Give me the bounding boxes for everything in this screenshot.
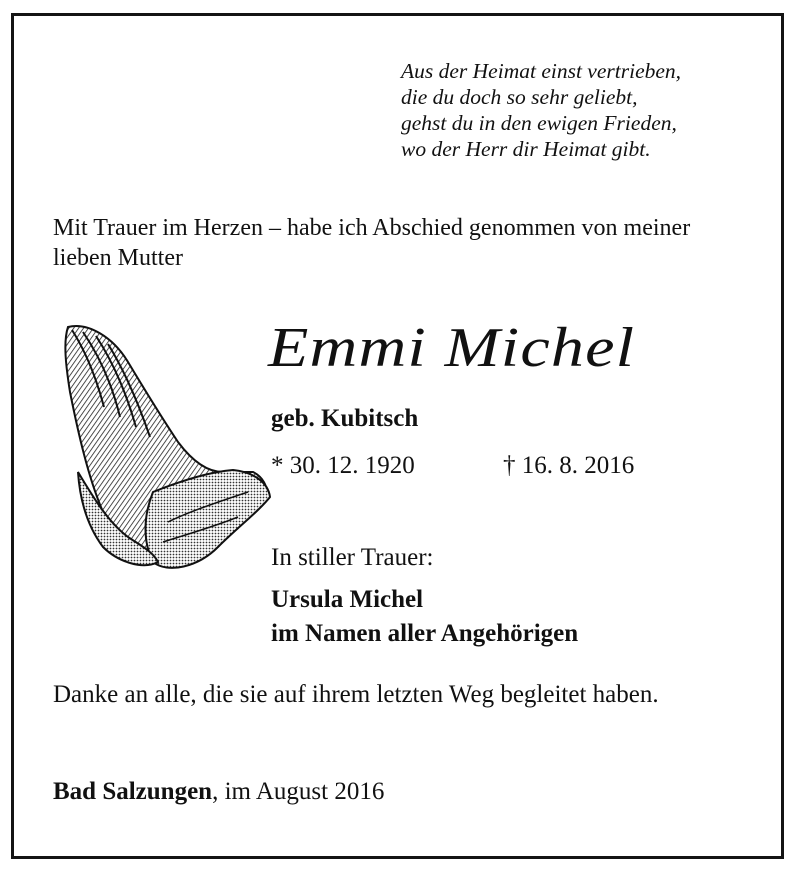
signer-line: im Namen aller Angehörigen (271, 620, 579, 647)
signer (271, 583, 578, 651)
poem (401, 58, 681, 162)
poem-line: Aus der Heimat einst vertrieben, (401, 59, 682, 83)
deceased-name (268, 316, 636, 380)
deceased-name-text: Emmi Michel (268, 317, 636, 379)
place-name: Bad Salzungen (53, 778, 213, 805)
birth-date: * 30. 12. 1920 (271, 452, 415, 479)
poem-line: gehst du in den ewigen Frieden, (401, 111, 677, 135)
thanks-text: Danke an alle, die sie auf ihrem letzten Weg begleitet haben. (53, 681, 659, 708)
poem-line: wo der Herr dir Heimat gibt. (401, 137, 651, 161)
signer-line: Ursula Michel (271, 586, 424, 613)
life-dates (271, 452, 635, 480)
praying-hands-icon (58, 322, 273, 577)
birth-name: geb. Kubitsch (271, 405, 419, 432)
death-date: † 16. 8. 2016 (503, 452, 635, 479)
intro-text: Mit Trauer im Herzen – habe ich Abschied genommen von meiner lieben Mutter (53, 215, 691, 271)
poem-line: die du doch so sehr geliebt, (401, 85, 638, 109)
closing-date: , im August 2016 (212, 778, 385, 805)
place-date (53, 778, 384, 806)
mourning-label: In stiller Trauer: (271, 544, 434, 571)
